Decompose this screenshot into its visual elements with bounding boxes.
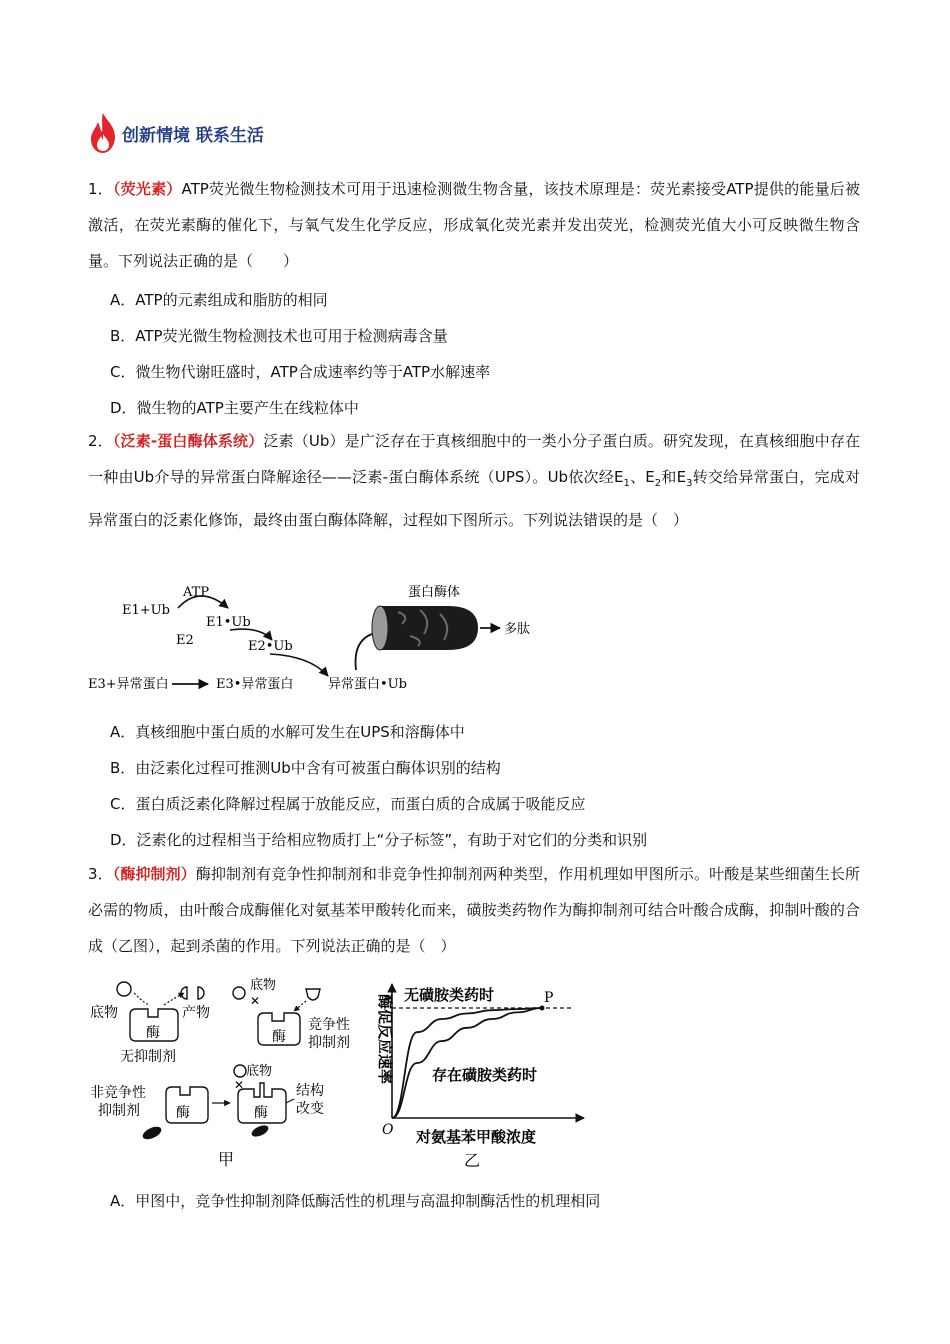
e3-input: E3+异常蛋白: [88, 677, 169, 692]
option-c: C．蛋白质泛素化降解过程属于放能反应，而蛋白质的合成属于吸能反应: [110, 795, 586, 813]
pointer-line: [286, 1099, 294, 1103]
series-with-drug: [392, 1008, 542, 1118]
question-stem: ATP荧光微生物检测技术可用于迅速检测微生物含量，该技术原理是：荧光素接受ATP提供的能量后被激活，在荧光素酶的催化下，与氧气发生化学反应，形成氧化荧光素并发出荧光，检测荧光值大小可反映微生物含量。下列说法正确的是（ ）: [88, 180, 860, 270]
question-stem: 酶抑制剂有竞争性抑制剂和非竞争性抑制剂两种类型，作用机理如甲图所示。叶酸是某些细菌生长所必需的物质，由叶酸合成酶催化对氨基苯甲酸转化而来，磺胺类药物作为酶抑制剂可结合叶酸合成酶，抑制叶酸的合成（乙图），起到杀菌的作用。下列说法正确的是（ ）: [88, 865, 860, 955]
e1-ub-complex: E1•Ub: [206, 615, 251, 630]
option-a: A．ATP的元素组成和脂肪的相同: [110, 291, 328, 309]
proteasome-label: 蛋白酶体: [408, 585, 461, 600]
x-axis-label: 对氨基苯甲酸浓度: [416, 1128, 537, 1146]
atp-label: ATP: [183, 585, 210, 600]
question-stem-cont: 转交给异常蛋白，完成对异常蛋白的泛素化修饰，最终由蛋白酶体降解，过程如下图所示。下列说法错误的是（ ）: [88, 468, 860, 529]
question-number: 2．: [88, 432, 113, 450]
enzyme-label: 酶: [272, 1029, 286, 1045]
inhibitor-label: 抑制剂: [308, 1035, 350, 1051]
question-tag: （荧光素）: [112, 180, 182, 198]
option-b: B．ATP荧光微生物检测技术也可用于检测病毒含量: [110, 327, 448, 345]
option-c: C．微生物代谢旺盛时，ATP合成速率约等于ATP水解速率: [110, 363, 491, 381]
option-a: A．甲图中，竞争性抑制剂降低酶活性的机理与高温抑制酶活性的机理相同: [110, 1192, 601, 1210]
series-label-no-drug: 无磺胺类药时: [404, 986, 495, 1004]
series-label-with-drug: 存在磺胺类药时: [432, 1066, 538, 1084]
question-1: [88, 171, 860, 279]
question-tag: （酶抑制剂）: [112, 865, 196, 883]
option-b: B．由泛素化过程可推测Ub中含有可被蛋白酶体识别的结构: [110, 759, 501, 777]
competitive-inhibitor-shape: [306, 989, 320, 1000]
question-3: [88, 856, 860, 964]
reaction-rate-chart: [360, 980, 590, 1170]
inhibitor-label: 抑制剂: [98, 1103, 140, 1119]
option-a: A．真核细胞中蛋白质的水解可发生在UPS和溶酶体中: [110, 723, 465, 741]
option-d: D．泛素化的过程相当于给相应物质打上“分子标签”，有助于对它们的分类和识别: [110, 831, 648, 849]
option-d: D．微生物的ATP主要产生在线粒体中: [110, 399, 359, 417]
noncompetitive-inhibitor: [141, 1124, 163, 1142]
arrow-3: [270, 654, 328, 676]
product-label: 产物: [182, 1005, 210, 1021]
no-inhibitor-label: 无抑制剂: [120, 1049, 176, 1065]
enzyme-label: 酶: [176, 1105, 190, 1121]
figure-caption-jia: 甲: [218, 1150, 235, 1169]
ups-pathway-figure: [80, 578, 550, 698]
subscript: 1: [623, 478, 630, 489]
figure-caption-yi: 乙: [464, 1151, 481, 1170]
flame-icon: [88, 112, 118, 154]
point-p-label: P: [544, 990, 554, 1006]
e3-complex: E3•异常蛋白: [216, 677, 294, 692]
e1-ub-input: E1+Ub: [122, 603, 170, 618]
question-2: [88, 423, 860, 538]
block-mark: ✕: [250, 994, 261, 1008]
substrate-label: 底物: [246, 1064, 273, 1079]
product-half: [198, 987, 204, 999]
product-label: 异常蛋白•Ub: [328, 677, 407, 692]
substrate-label: 底物: [90, 1005, 118, 1021]
subscript: 3: [686, 478, 693, 489]
dashed-arrow: [134, 993, 150, 1005]
stem-separator: 和E: [661, 468, 687, 486]
y-axis-label: 酶促反应速率: [376, 994, 394, 1085]
substrate-label: 底物: [250, 978, 277, 993]
section-title: 创新情境 联系生活: [122, 125, 264, 146]
substrate-circle: [234, 1065, 246, 1077]
point-p: [540, 1006, 545, 1011]
substrate-circle: [233, 987, 245, 999]
e2-label: E2: [176, 633, 194, 648]
inhibitor-mechanism-figure: [84, 975, 374, 1170]
noncompetitive-label: 非竞争性: [90, 1085, 146, 1101]
subscript: 2: [654, 478, 662, 489]
proteasome-icon: [372, 606, 478, 650]
block-mark: ✕: [234, 1078, 245, 1092]
bound-inhibitor: [250, 1123, 270, 1139]
question-number: 1．: [88, 180, 113, 198]
substrate-circle: [117, 982, 131, 996]
dashed-arrow: [294, 1001, 306, 1011]
question-tag: （泛素-蛋白酶体系统）: [112, 432, 264, 450]
enzyme-label: 酶: [146, 1025, 160, 1041]
output-label: 多肽: [504, 622, 531, 637]
competitive-label: 竞争性: [308, 1017, 350, 1033]
origin-label: O: [382, 1122, 394, 1138]
stem-separator: 、E: [629, 468, 655, 486]
question-number: 3．: [88, 865, 113, 883]
product-half: [181, 987, 187, 999]
change-label: 改变: [296, 1101, 324, 1117]
question-stem: 泛素（Ub）是广泛存在于真核细胞中的一类小分子蛋白质。研究发现，在真核细胞中存在一种由Ub介导的异常蛋白降解途径——泛素-蛋白酶体系统（UPS）。Ub依次经E: [88, 432, 860, 486]
enzyme-label: 酶: [254, 1105, 268, 1121]
section-heading: [88, 112, 264, 154]
e2-ub-complex: E2•Ub: [248, 639, 293, 654]
structure-label: 结构: [296, 1083, 324, 1099]
